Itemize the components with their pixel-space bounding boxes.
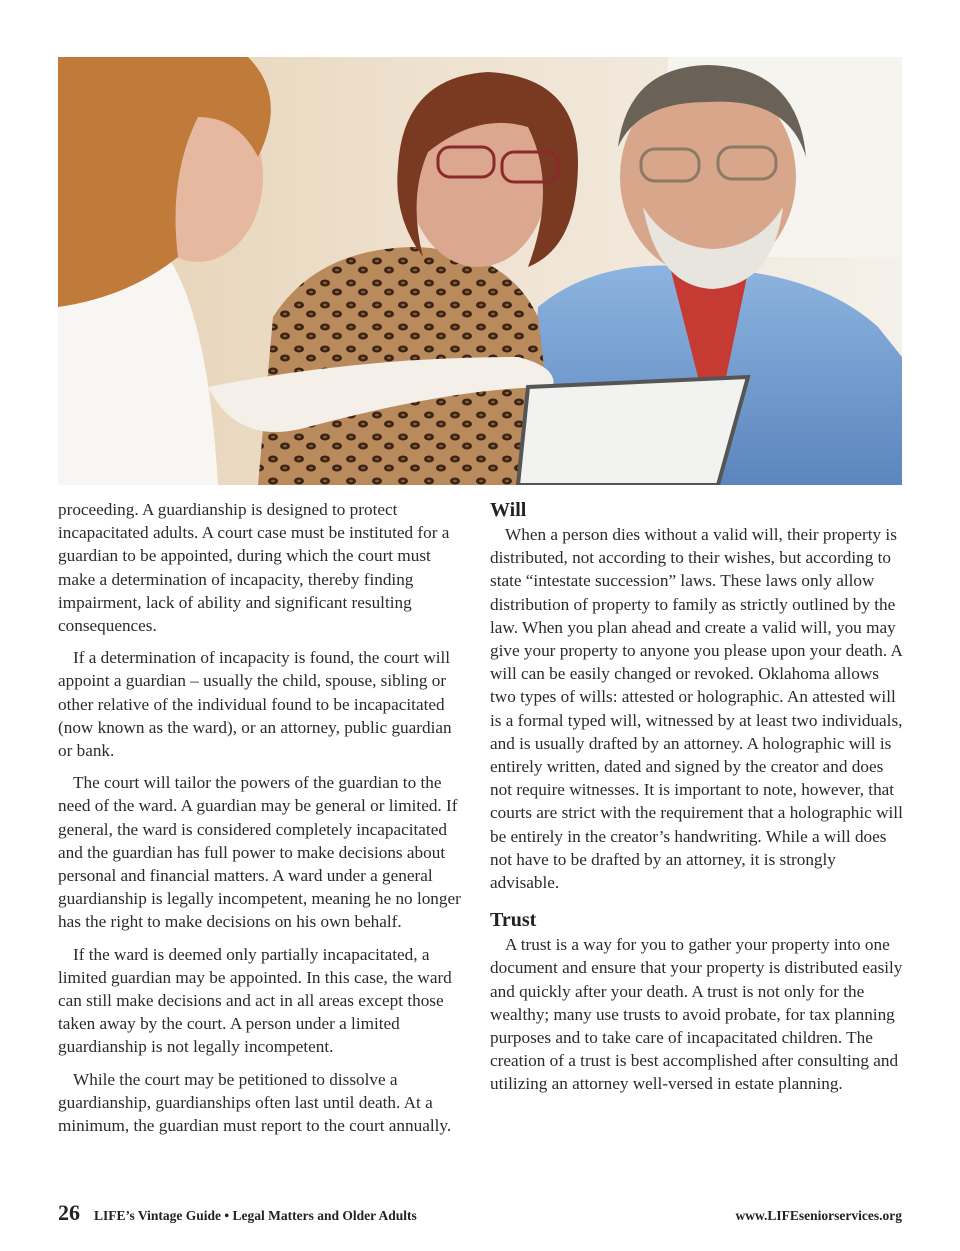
website-link[interactable]: www.LIFEseniorservices.org — [735, 1208, 902, 1223]
trust-heading: Trust — [490, 909, 537, 932]
right-column — [490, 498, 904, 1105]
left-column — [58, 498, 470, 1146]
paragraph: If the ward is deemed only partially incapacitated, a limited guardian may be appointed. In this case, the ward can still make decisions and act in all areas except those taken away by the court. A person under a limited guardianship is not legally incompetent. — [58, 944, 452, 1057]
paragraph: If a determination of incapacity is found, the court will appoint a guardian – usually the child, spouse, sibling or other relative of the individual found to be incapacitated (now known as the ward), or an attorney, public guardian or bank. — [58, 648, 452, 761]
will-paragraph: When a person dies without a valid will, their property is distributed, not according to their wishes, but according to state “intestate succession” laws. These laws only allow distribution of property to family as strictly outlined by the law. When you plan ahead and create a valid will, you may give your property to anyone you please upon your death. A will can be easily changed or revoked. Oklahoma allows two types of wills: attested or holographic. An attested will is a formal typed will, witnessed by at least two individuals, and is usually drafted by an attorney. A holographic will is entirely written, dated and signed by the creator and does not require witnesses. It is important to note, however, that courts are strict with the requirement that a holographic will be entirely in the creator’s handwriting. While a will does not have to be drafted by an attorney, it is strongly advisable. — [490, 525, 903, 893]
photo-illustration — [58, 57, 902, 485]
paragraph: While the court may be petitioned to dissolve a guardianship, guardianships often last until death. At a minimum, the guardian must report to the court annually. — [58, 1069, 452, 1136]
page-footer — [58, 1200, 902, 1230]
page-number: 26 — [58, 1200, 80, 1225]
guide-title: LIFE’s Vintage Guide • Legal Matters and Older Adults — [94, 1208, 417, 1223]
header-photo — [58, 57, 902, 485]
trust-paragraph: A trust is a way for you to gather your property into one document and ensure that your property is distributed easily and quickly after your death. A trust is not only for the wealthy; many use trusts to avoid probate, for tax planning purposes and to take care of incapacitated children. The creation of a trust is best accomplished after consulting and utilizing an attorney well-versed in estate planning. — [490, 935, 903, 1094]
paragraph: The court will tailor the powers of the guardian to the need of the ward. A guardian may be general or limited. If general, the ward is considered completely incapacitated and the guardian has full power to make decisions about personal and financial matters. A ward under a general guardianship is legally incompetent, meaning he no longer has the right to make decisions on his own behalf. — [58, 773, 461, 932]
paragraph: proceeding. A guardianship is designed to protect incapacitated adults. A court case must be instituted for a guardian to be appointed, during which the court must make a determination of incapacity, thereby finding impairment, lack of ability and significant resulting consequences. — [58, 500, 450, 636]
will-heading: Will — [490, 499, 527, 521]
